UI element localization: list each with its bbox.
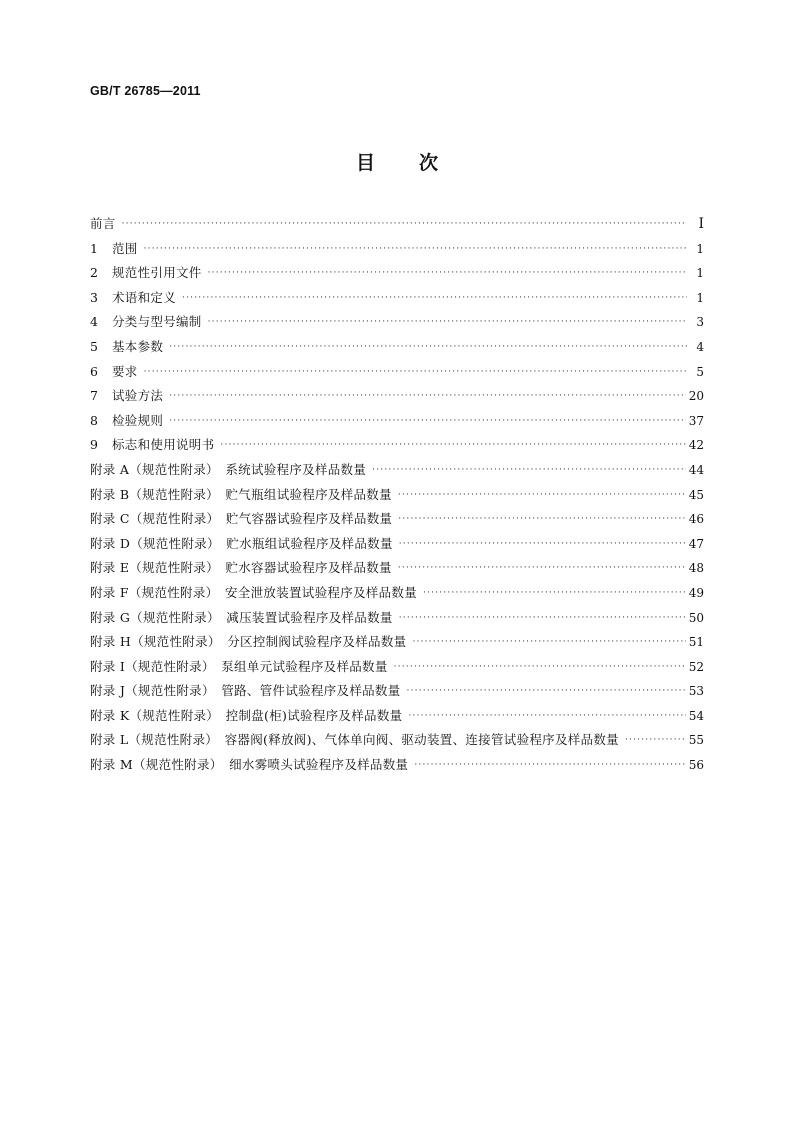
toc-entry-annex-d[interactable]: [90, 534, 704, 559]
toc-entry-1[interactable]: [90, 239, 704, 264]
toc-entry-title: 附录 F（规范性附录） 安全泄放装置试验程序及样品数量: [90, 584, 417, 600]
toc-entry-number: 7: [90, 388, 98, 404]
toc-entry-number: 8: [90, 412, 98, 428]
dot-leader: [144, 244, 687, 254]
toc-entry-title: 要求: [112, 363, 138, 379]
toc-entry-5[interactable]: [90, 337, 704, 362]
toc-entry-title: 附录 I（规范性附录） 泵组单元试验程序及样品数量: [90, 658, 388, 674]
toc-entry-title: 范围: [112, 240, 138, 256]
dot-leader: [399, 539, 686, 549]
toc-entry-page: 20: [688, 389, 704, 404]
dot-leader: [407, 686, 686, 696]
dot-leader: [412, 637, 685, 647]
toc-entry-annex-h[interactable]: [90, 632, 704, 657]
toc-entry-annex-i[interactable]: [90, 657, 704, 682]
toc-entry-page: 44: [688, 462, 704, 477]
toc-entry-page: 45: [688, 487, 704, 502]
dot-leader: [220, 440, 685, 450]
toc-entry-number: 4: [90, 314, 98, 330]
toc-entry-page: 55: [688, 733, 704, 748]
dot-leader: [414, 760, 685, 770]
toc-entry-annex-f[interactable]: [90, 583, 704, 608]
toc-entry-6[interactable]: [90, 362, 704, 387]
dot-leader: [208, 317, 687, 327]
toc-entry-page: 3: [696, 315, 704, 330]
toc-entry-annex-a[interactable]: [90, 460, 704, 485]
toc-entry-title: 附录 M（规范性附录） 细水雾喷头试验程序及样品数量: [90, 757, 409, 773]
table-of-contents: [90, 214, 704, 780]
toc-entry-title: 基本参数: [112, 338, 164, 354]
dot-leader: [423, 588, 686, 598]
toc-entry-page: 4: [696, 339, 704, 354]
toc-entry-title: 术语和定义: [112, 289, 177, 305]
dot-leader: [394, 662, 686, 672]
dot-leader: [144, 367, 687, 377]
toc-entry-page: 42: [688, 438, 704, 453]
dot-leader: [398, 563, 686, 573]
toc-entry-9[interactable]: [90, 435, 704, 460]
dot-leader: [408, 711, 685, 721]
toc-entry-title: 附录 L（规范性附录） 容器阀(释放阀)、气体单向阀、驱动装置、连接管试验程序及样品数量: [90, 732, 619, 748]
toc-entry-number: 1: [90, 240, 98, 256]
dot-leader: [625, 735, 686, 745]
toc-entry-number: 5: [90, 338, 98, 354]
toc-entry-title: 附录 E（规范性附录） 贮水容器试验程序及样品数量: [90, 560, 392, 576]
toc-entry-page: Ⅰ: [698, 216, 704, 232]
toc-entry-3[interactable]: [90, 288, 704, 313]
dot-leader: [398, 514, 685, 524]
dot-leader: [398, 490, 686, 500]
toc-entry-title: 试验方法: [112, 388, 164, 404]
toc-entry-annex-b[interactable]: [90, 485, 704, 510]
toc-entry-title: 附录 A（规范性附录） 系统试验程序及样品数量: [90, 461, 367, 477]
toc-entry-page: 5: [696, 364, 704, 379]
toc-entry-number: 9: [90, 437, 98, 453]
toc-entry-annex-e[interactable]: [90, 558, 704, 583]
toc-entry-page: 46: [688, 512, 704, 527]
toc-entry-title: 附录 K（规范性附录） 控制盘(柜)试验程序及样品数量: [90, 707, 403, 723]
toc-entry-title: 标志和使用说明书: [112, 437, 215, 453]
toc-entry-title: 附录 H（规范性附录） 分区控制阀试验程序及样品数量: [90, 634, 407, 650]
toc-entry-page: 49: [688, 585, 704, 600]
toc-entry-title: 前言: [90, 216, 116, 231]
toc-entry-title: 附录 C（规范性附录） 贮气容器试验程序及样品数量: [90, 511, 393, 527]
toc-entry-page: 1: [696, 290, 704, 305]
dot-leader: [399, 613, 686, 623]
toc-entry-page: 48: [688, 561, 704, 576]
toc-entry-title: 附录 G（规范性附录） 减压装置试验程序及样品数量: [90, 609, 393, 625]
dot-leader: [169, 342, 687, 352]
toc-entry-title: 附录 B（规范性附录） 贮气瓶组试验程序及样品数量: [90, 486, 392, 502]
toc-entry-number: 3: [90, 289, 98, 305]
title-char-1: 目: [355, 152, 375, 174]
dot-leader: [182, 293, 687, 303]
toc-entry-title: 附录 J（规范性附录） 管路、管件试验程序及样品数量: [90, 683, 401, 699]
toc-entry-page: 51: [688, 635, 704, 650]
toc-entry-page: 47: [688, 536, 704, 551]
toc-entry-annex-k[interactable]: [90, 706, 704, 731]
dot-leader: [372, 465, 686, 475]
title-char-2: 次: [419, 152, 439, 174]
dot-leader: [169, 391, 686, 401]
toc-entry-title: 附录 D（规范性附录） 贮水瓶组试验程序及样品数量: [90, 535, 393, 551]
toc-entry-annex-m[interactable]: [90, 755, 704, 780]
toc-entry-8[interactable]: [90, 411, 704, 436]
toc-entry-annex-g[interactable]: [90, 608, 704, 633]
toc-entry-title: 规范性引用文件: [112, 265, 202, 281]
toc-entry-4[interactable]: [90, 312, 704, 337]
dot-leader: [169, 416, 686, 426]
toc-entry-title: 分类与型号编制: [112, 314, 202, 330]
toc-entry-page: 1: [696, 266, 704, 281]
toc-entry-7[interactable]: [90, 386, 704, 411]
document-code: GB/T 26785—2011: [90, 84, 201, 98]
toc-entry-page: 54: [688, 708, 704, 723]
toc-entry-page: 37: [688, 413, 704, 428]
toc-entry-page: 50: [688, 610, 704, 625]
toc-entry-annex-j[interactable]: [90, 681, 704, 706]
toc-entry-page: 1: [696, 241, 704, 256]
toc-entry-2[interactable]: [90, 263, 704, 288]
toc-entry-page: 53: [688, 684, 704, 699]
toc-entry-page: 56: [688, 758, 704, 773]
page-title: [0, 148, 794, 175]
toc-entry-foreword[interactable]: [90, 214, 704, 239]
toc-entry-page: 52: [688, 659, 704, 674]
toc-entry-annex-l[interactable]: [90, 730, 704, 755]
toc-entry-annex-c[interactable]: [90, 509, 704, 534]
toc-entry-number: 2: [90, 265, 98, 281]
toc-entry-title: 检验规则: [112, 412, 164, 428]
dot-leader: [122, 219, 687, 229]
toc-entry-number: 6: [90, 363, 98, 379]
dot-leader: [208, 268, 687, 278]
